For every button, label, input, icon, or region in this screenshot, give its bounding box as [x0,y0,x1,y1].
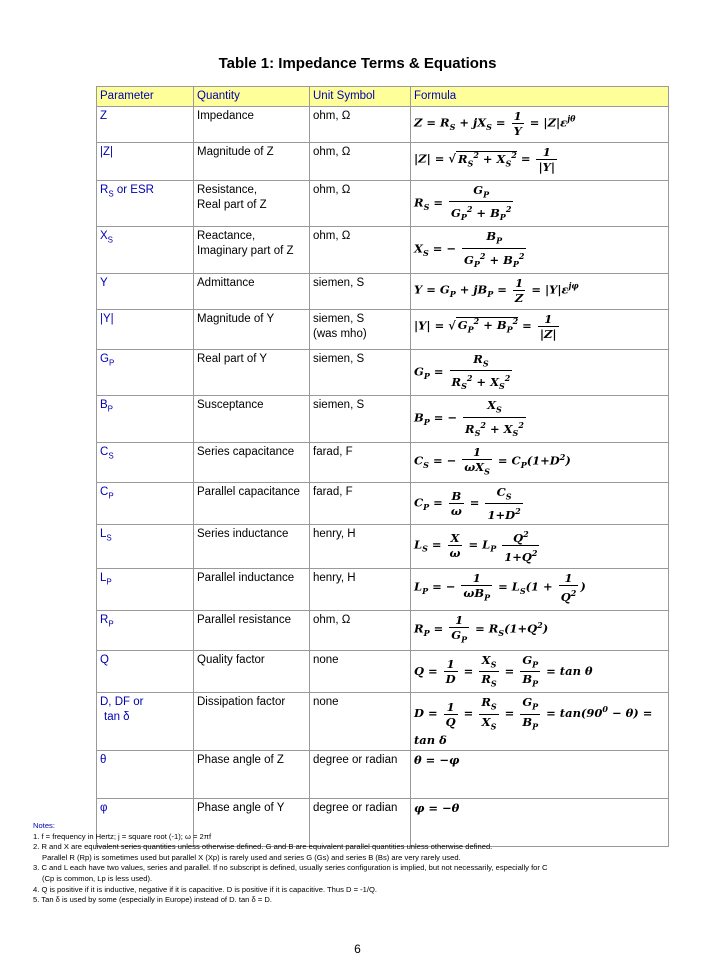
param-symbol: L [100,571,107,584]
header-quantity: Quantity [194,87,310,107]
formula-cell: φ = −θ [411,799,669,847]
formula-cell: $C_S$ = − $\frac{1}{\omega X_S}$ = $C_P(1+D^2)$ [411,442,669,482]
unit-cell [310,181,411,227]
parameter-cell [97,610,194,650]
table-row [97,107,669,143]
param-subscript: P [106,577,112,587]
unit-cell [310,482,411,524]
table-row [97,227,669,273]
formula-cell: $L_P$ = − $\frac{1}{\omega B_P}$ = $L_S(1$ + $\frac{1}{Q^2}$ ) [411,568,669,610]
table-row [97,396,669,442]
unit-cell [310,143,411,181]
quantity-cell [194,610,310,650]
parameter-cell [97,349,194,395]
unit-text: siemen, S [313,399,365,412]
table-row [97,751,669,799]
unit-text: ohm, Ω [313,110,351,122]
param-subscript: P [108,358,115,368]
quantity-cell [194,107,310,143]
quantity-cell [194,309,310,349]
note-line: 3. C and L each have two values, series and parallel. If no subscript is defined, usually series configuration is implied, but not necessarily, especially for C [33,863,548,873]
formula-cell: $Z = R_S + jX_S$ = $\frac{1}{Y}$ = $|Z|\varepsilon^{j\theta}$ [411,107,669,143]
unit-text: henry, H [313,527,356,540]
param-subscript: P [107,404,114,414]
quantity-text: Dissipation factor [197,696,286,709]
quantity-text: Parallel inductance [197,571,295,584]
parameter-cell [97,524,194,568]
table-header-row [97,87,669,107]
quantity-text: Real part of Y [197,352,268,365]
param-symbol: R [100,184,109,196]
param-symbol: G [100,352,109,365]
unit-cell [310,693,411,751]
unit-text: henry, H [313,571,356,584]
parameter-cell [97,181,194,227]
impedance-table [96,86,669,847]
page-title: Table 1: Impedance Terms & Equations [218,55,497,72]
unit-text: ohm, Ω [313,230,351,243]
unit-cell [310,610,411,650]
quantity-cell [194,396,310,442]
parameter-cell [97,482,194,524]
parameter-cell [97,309,194,349]
unit-cell [310,751,411,799]
unit-cell [310,396,411,442]
parameter-cell [97,143,194,181]
formula-cell: $G_P$ = $\frac{R_S}{R_S^2 + X_S^2}$ [411,349,669,395]
quantity-text: Susceptance [197,399,264,412]
unit-text: none [313,653,339,666]
quantity-cell [194,349,310,395]
unit-text: ohm, Ω [313,146,351,158]
unit-cell [310,568,411,610]
unit-cell [310,442,411,482]
note-line: Parallel R (Rp) is sometimes used but parallel X (Xp) is rarely used and series G (Gs) and series B (Bs) are very rarely used. [42,852,461,862]
quantity-text: Phase angle of Z [197,754,284,766]
unit-text: farad, F [313,445,353,458]
quantity-text: Admittance [197,276,255,289]
quantity-text: Series capacitance [197,445,295,458]
param-symbol: θ [100,754,107,766]
quantity-line2: Real part of Z [197,199,267,211]
parameter-cell [97,693,194,751]
formula-cell: |Z| = √ $R_S^2 + X_S^2$ = $\frac{1}{|Y|}$ [411,143,669,181]
unit-cell [310,309,411,349]
quantity-line2: Imaginary part of Z [197,245,294,258]
formula-cell: D = $\frac{1}{Q}$ = $\frac{R_S}{X_S}$ = $\frac{G_P}{B_P}$ = $\tan(90^0 - \theta) = \tan \delta$ [411,693,669,751]
quantity-cell [194,568,310,610]
quantity-cell [194,650,310,693]
unit-text: siemen, S [313,352,365,365]
parameter-cell [97,568,194,610]
quantity-text: Resistance, [197,184,258,196]
table-row [97,610,669,650]
unit-cell [310,107,411,143]
unit-text: degree or radian [313,754,398,766]
unit-cell [310,524,411,568]
table-row [97,349,669,395]
param-symbol: R [100,613,109,626]
param-symbol: C [100,445,109,458]
header-unit-symbol: Unit Symbol [310,87,411,107]
quantity-text: Magnitude of Z [197,146,274,158]
unit-line2: (was mho) [313,327,367,340]
formula-cell: Q = $\frac{1}{D}$ = $\frac{X_S}{R_S}$ = $\frac{G_P}{B_P}$ = tan θ [411,650,669,693]
parameter-cell [97,273,194,309]
parameter-cell [97,227,194,273]
notes-heading: Notes: [33,821,55,830]
quantity-cell [194,751,310,799]
table-row [97,442,669,482]
table-row [97,693,669,751]
param-subscript: S [108,450,114,460]
param-subscript: S [106,533,112,543]
param-subscript: P [108,619,114,629]
quantity-cell [194,181,310,227]
quantity-text: Series inductance [197,527,289,540]
param-symbol: D, DF or [100,696,144,709]
note-line: 2. R and X are equivalent series quantities unless otherwise defined. G and B are equivalent parallel quantities unless otherwise defined. [33,842,493,852]
unit-text: ohm, Ω [313,184,351,196]
table-row [97,568,669,610]
param-symbol: B [100,399,108,412]
unit-cell [310,227,411,273]
formula-cell: $C_P$ = $\frac{B}{\omega}$ = $\frac{C_S}{1+D^2}$ [411,482,669,524]
quantity-text: Reactance, [197,230,256,243]
note-line: (Cp is common, Lp is less used). [42,873,153,883]
unit-text: degree or radian [313,802,398,814]
quantity-text: Phase angle of Y [197,802,285,814]
header-parameter: Parameter [97,87,194,107]
table-row [97,650,669,693]
parameter-cell [97,751,194,799]
notes [33,821,693,906]
parameter-cell [97,396,194,442]
unit-cell [310,650,411,693]
quantity-cell [194,482,310,524]
param-symbol: φ [100,802,108,814]
quantity-cell [194,693,310,751]
quantity-cell [194,227,310,273]
parameter-cell [97,650,194,693]
table-row [97,273,669,309]
formula-cell: |Y| = √ $G_P^2 + B_P^2$ = $\frac{1}{|Z|}$ [411,309,669,349]
param-symbol: |Y| [100,312,114,325]
quantity-text: Parallel resistance [197,613,291,626]
quantity-cell [194,524,310,568]
param-symbol: X [100,230,108,243]
unit-text: farad, F [313,485,353,498]
table-row [97,524,669,568]
page-number: 6 [354,942,361,956]
unit-cell [310,349,411,395]
table-row [97,482,669,524]
param-subscript: P [108,490,114,500]
parameter-cell [97,442,194,482]
quantity-text: Parallel capacitance [197,485,300,498]
formula-cell: $Y = G_P + jB_P$ = $\frac{1}{Z}$ = $|Y|\varepsilon^{j\varphi}$ [411,273,669,309]
quantity-text: Quality factor [197,653,265,666]
param-symbol: Y [100,276,108,289]
param-symbol: C [100,485,109,498]
formula-cell: $B_P$ = − $\frac{X_S}{R_S^2 + X_S^2}$ [411,396,669,442]
unit-cell [310,273,411,309]
note-line: 1. f = frequency in Hertz; j = square root (-1); ω = 2πf [33,831,212,841]
param-symbol: L [100,527,107,540]
formula-cell: θ = −φ [411,751,669,799]
param-subscript: S [108,189,114,199]
quantity-text: Impedance [197,110,254,122]
formula-cell: $R_S$ = $\frac{G_P}{G_P^2 + B_P^2}$ [411,181,669,227]
table-row [97,309,669,349]
note-line: 4. Q is positive if it is inductive, negative if it is capacitive. D is positive if it is capacitive. Thus D = -1/Q. [33,884,378,894]
parameter-cell [97,107,194,143]
param-symbol: |Z| [100,146,113,158]
param-symbol: Q [100,653,109,666]
formula-cell: $L_S$ = $\frac{X}{\omega}$ = $L_P$ $\frac{Q^2}{1+Q^2}$ [411,524,669,568]
quantity-text: Magnitude of Y [197,312,275,325]
param-symbol: Z [100,110,108,122]
table-row [97,143,669,181]
formula-cell: $R_P$ = $\frac{1}{G_P}$ = $R_S(1+Q^2)$ [411,610,669,650]
note-line: 5. Tan δ is used by some (especially in Europe) instead of D. tan δ = D. [33,895,272,905]
quantity-cell [194,442,310,482]
table-row [97,181,669,227]
param-subscript: S [107,235,114,245]
quantity-cell [194,273,310,309]
unit-text: siemen, S [313,312,365,325]
unit-text: none [313,696,339,709]
formula-cell: $X_S$ = − $\frac{B_P}{G_P^2 + B_P^2}$ [411,227,669,273]
param-line2: tan δ [104,711,130,724]
unit-text: ohm, Ω [313,613,351,626]
unit-text: siemen, S [313,276,365,289]
param-rest: or ESR [113,184,154,196]
quantity-cell [194,143,310,181]
header-formula: Formula [411,87,669,107]
